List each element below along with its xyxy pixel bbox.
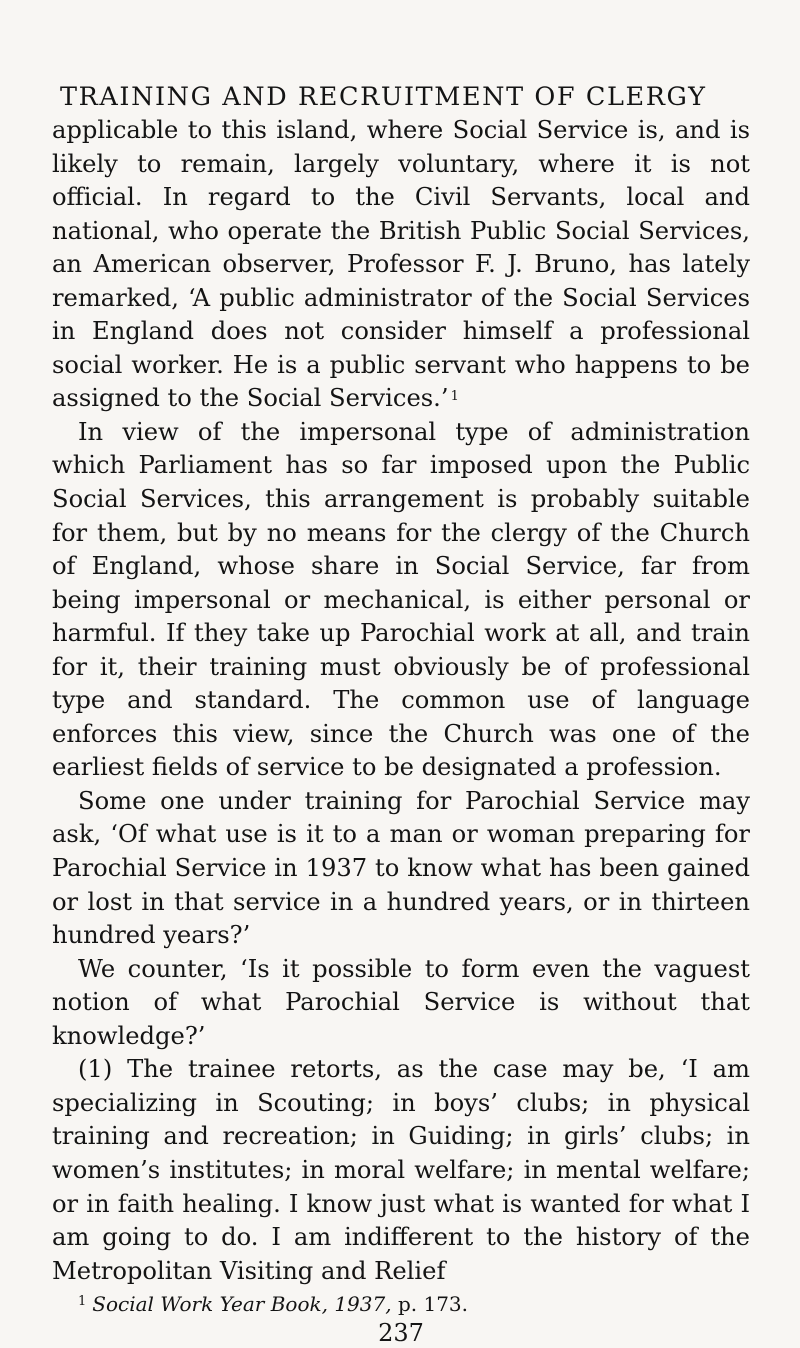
- paragraph-1: [52, 114, 750, 416]
- page-number: 237: [378, 1319, 424, 1348]
- running-head: TRAINING AND RECRUITMENT OF CLERGY: [60, 82, 707, 112]
- paragraph-2: In view of the impersonal type of administration which Parliament has so far imposed upon the Public Social Services, this arrangement is probably suitable for them, but by no means for the clergy of the Church of England, whose share in Social Service, far from being impersonal or mechanical, is either personal or harmful. If they take up Parochial work at all, and train for it, their training must obviously be of professional type and standard. The common use of language enforces this view, since the Church was one of the earliest fields of service to be designated a profession.: [52, 417, 750, 782]
- footnote-marker: 1: [78, 1294, 87, 1310]
- paragraph-4: We counter, ‘Is it possible to form even the vaguest notion of what Parochial Service is without that knowledge?’: [52, 954, 750, 1050]
- footnote-reference: 1: [450, 389, 459, 405]
- footnote: [78, 1290, 750, 1318]
- body-text: [52, 114, 750, 1288]
- footnote-title: Social Work Year Book, 1937,: [92, 1292, 392, 1317]
- footnote-page-ref: p. 173.: [391, 1292, 468, 1317]
- paragraph-5: (1) The trainee retorts, as the case may be, ‘I am specializing in Scouting; in boys’ clubs; in physical training and recreation; in Guiding; in girls’ clubs; in women’s institutes; in moral welfare; in mental welfare; or in faith healing. I know just what is wanted for what I am going to do. I am indifferent to the history of the Metropolitan Visiting and Relief: [52, 1055, 750, 1285]
- paragraph-3: Some one under training for Parochial Service may ask, ‘Of what use is it to a man or woman preparing for Parochial Service in 1937 to know what has been gained or lost in that service in a hundred years, or in thirteen hundred years?’: [52, 786, 750, 950]
- paragraph-1-text: applicable to this island, where Social Service is, and is likely to remain, largely voluntary, where it is not official. In regard to the Civil Servants, local and national, who operate the British Public Social Services, an American observer, Professor F. J. Bruno, has lately remarked, ‘A public administrator of the Social Services in England does not consider himself a professional social worker. He is a public servant who happens to be assigned to the Social Services.’: [52, 116, 750, 413]
- book-page: [52, 80, 750, 1348]
